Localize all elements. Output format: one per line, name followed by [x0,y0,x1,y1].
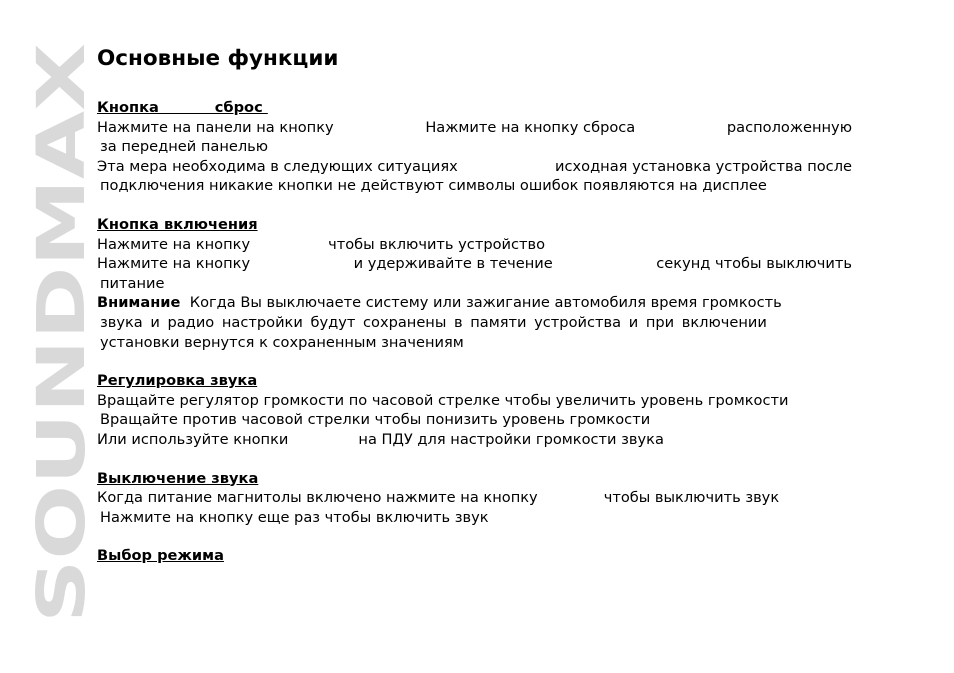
warning-label: Внимание [97,294,181,312]
power-warning-1 [97,293,852,313]
section-mode [97,546,852,566]
volume-line-2: Вращайте против часовой стрелки чтобы понизить уровень громкости [100,411,651,429]
mute-line-2: Нажмите на кнопку еще раз чтобы включить звук [100,508,489,526]
power-warning-2: звука и радио настройки будут сохранены в памяти устройства и при включении [100,313,767,331]
mute-line-1 [97,488,852,508]
volume-line-3a: Или используйте кнопки [97,430,289,448]
reset-line-3b: исходная установка устройства после [555,157,852,175]
brand-logo [23,40,100,625]
volume-line-3 [97,430,852,450]
power-line-1a: Нажмите на кнопку [97,235,251,253]
power-warning-3: установки вернутся к сохраненным значениям [100,333,464,351]
reset-line-1c: расположенную [726,118,852,136]
volume-heading: Регулировка звука [97,372,258,390]
power-line-2c: секунд чтобы выключить [656,255,852,273]
reset-heading: Кнопка сброс [97,99,268,116]
reset-line-1a: Нажмите на панели на кнопку [97,118,334,136]
page-title: Основные функции [97,46,339,71]
reset-line-1b: Нажмите на кнопку сброса [425,118,636,136]
mute-line-1b: чтобы выключить звук [603,489,780,507]
power-heading: Кнопка включения [97,215,258,233]
power-line-2b: и удерживайте в течение [353,255,553,273]
brand-logo-text: SOUNDMAX [23,188,100,623]
reset-line-4: подключения никакие кнопки не действуют символы ошибок появляются на дисплее [100,177,767,195]
section-power [97,215,852,352]
section-mute [97,469,852,528]
volume-line-3b: на ПДУ для настройки громкости звука [358,430,664,448]
power-line-2 [97,254,852,274]
mode-heading: Выбор режима [97,547,224,565]
manual-page [97,44,852,585]
mute-heading: Выключение звука [97,469,259,487]
warning-text-1: Когда Вы выключаете систему или зажигание автомобиля время громкость [189,294,782,312]
power-line-1 [97,235,852,255]
section-volume [97,371,852,449]
reset-line-3a: Эта мера необходима в следующих ситуациях [97,157,458,175]
reset-line-2: за передней панелью [100,138,269,156]
power-line-2a: Нажмите на кнопку [97,255,251,273]
section-reset [97,98,852,196]
reset-line-1 [97,118,852,138]
volume-line-1: Вращайте регулятор громкости по часовой стрелке чтобы увеличить уровень громкости [97,391,789,409]
power-line-1b: чтобы включить устройство [328,235,546,253]
power-line-3: питание [100,274,165,292]
reset-line-3 [97,157,852,177]
mute-line-1a: Когда питание магнитолы включено нажмите на кнопку [97,489,538,507]
